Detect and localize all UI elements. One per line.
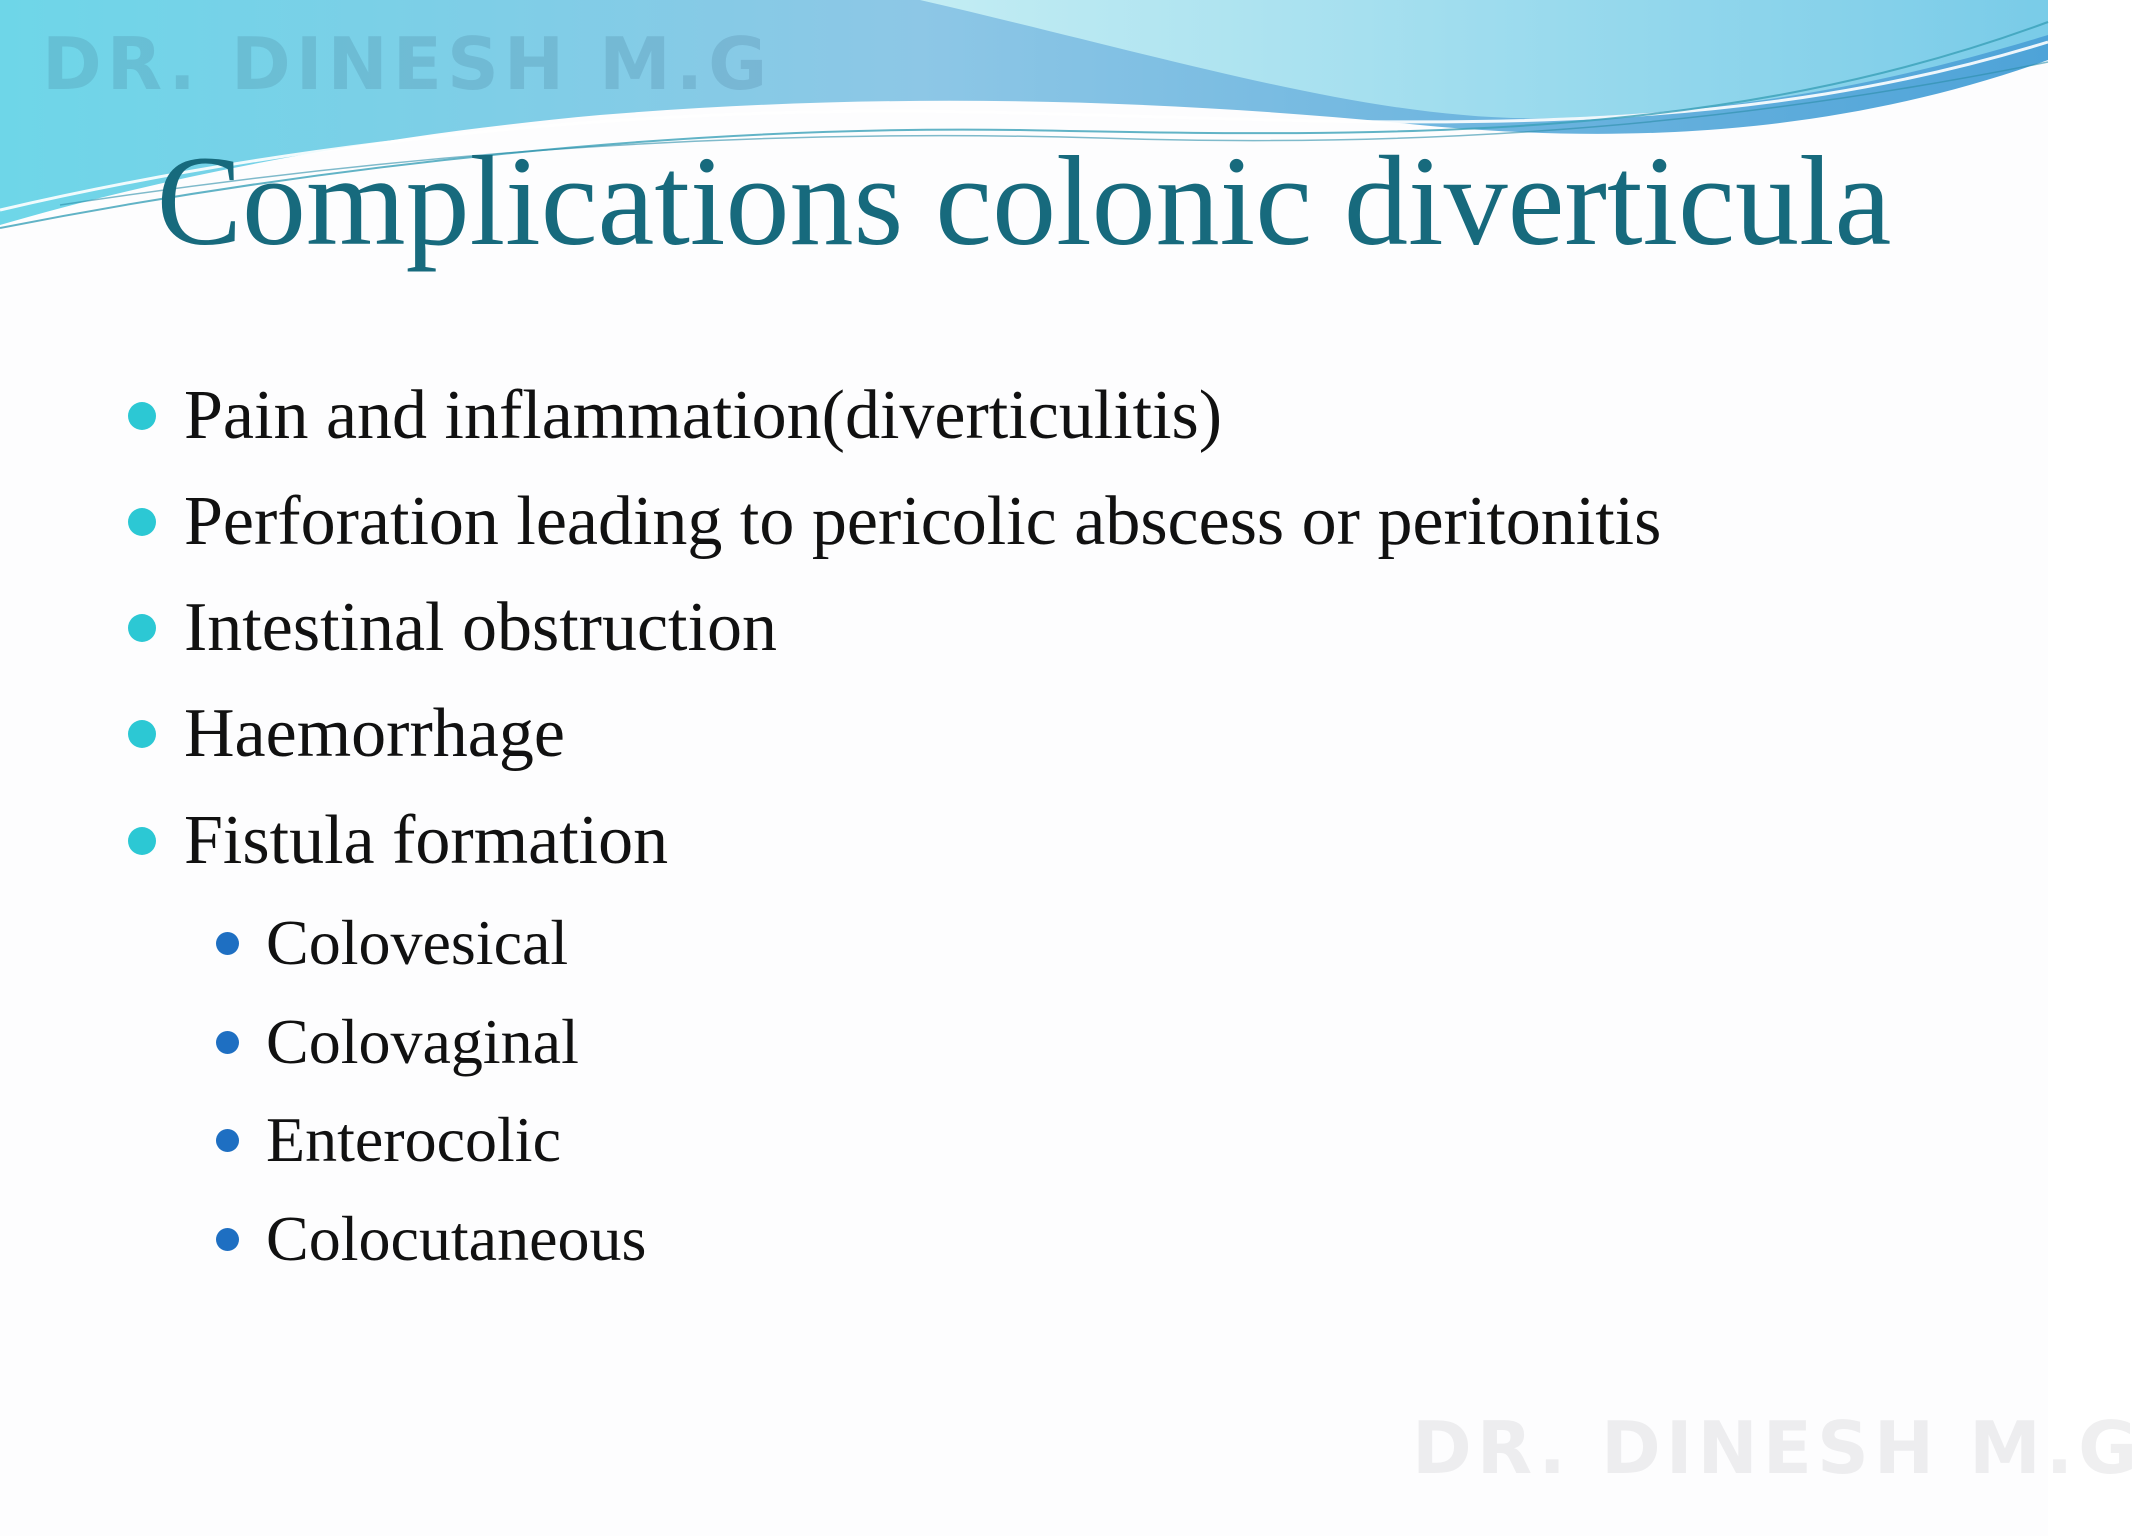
bullet-dot [128,827,156,855]
sub-bullet-dot [216,932,239,955]
list-item: Intestinal obstruction [184,589,777,666]
sub-bullet-dot [216,1228,239,1251]
sub-list-item: Enterocolic [266,1104,561,1175]
watermark-bottom: DR. DINESH M.G [1412,1406,2142,1490]
sub-bullet-dot [216,1129,239,1152]
slide-title: Complications colonic diverticula [156,130,1892,272]
list-item: Fistula formation [184,802,669,879]
watermark-top: DR. DINESH M.G [42,22,773,106]
bullet-dot [128,720,156,748]
sub-bullet-dot [216,1031,239,1054]
list-item: Perforation leading to pericolic abscess or peritonitis [184,483,1662,560]
bullet-dot [128,402,156,430]
sub-list-item: Colocutaneous [266,1203,647,1274]
sub-list-item: Colovaginal [266,1006,579,1077]
bullet-dot [128,508,156,536]
bullet-dot [128,614,156,642]
list-item: Haemorrhage [184,695,565,772]
list-item: Pain and inflammation(diverticulitis) [184,377,1223,454]
sub-list-item: Colovesical [266,907,569,978]
